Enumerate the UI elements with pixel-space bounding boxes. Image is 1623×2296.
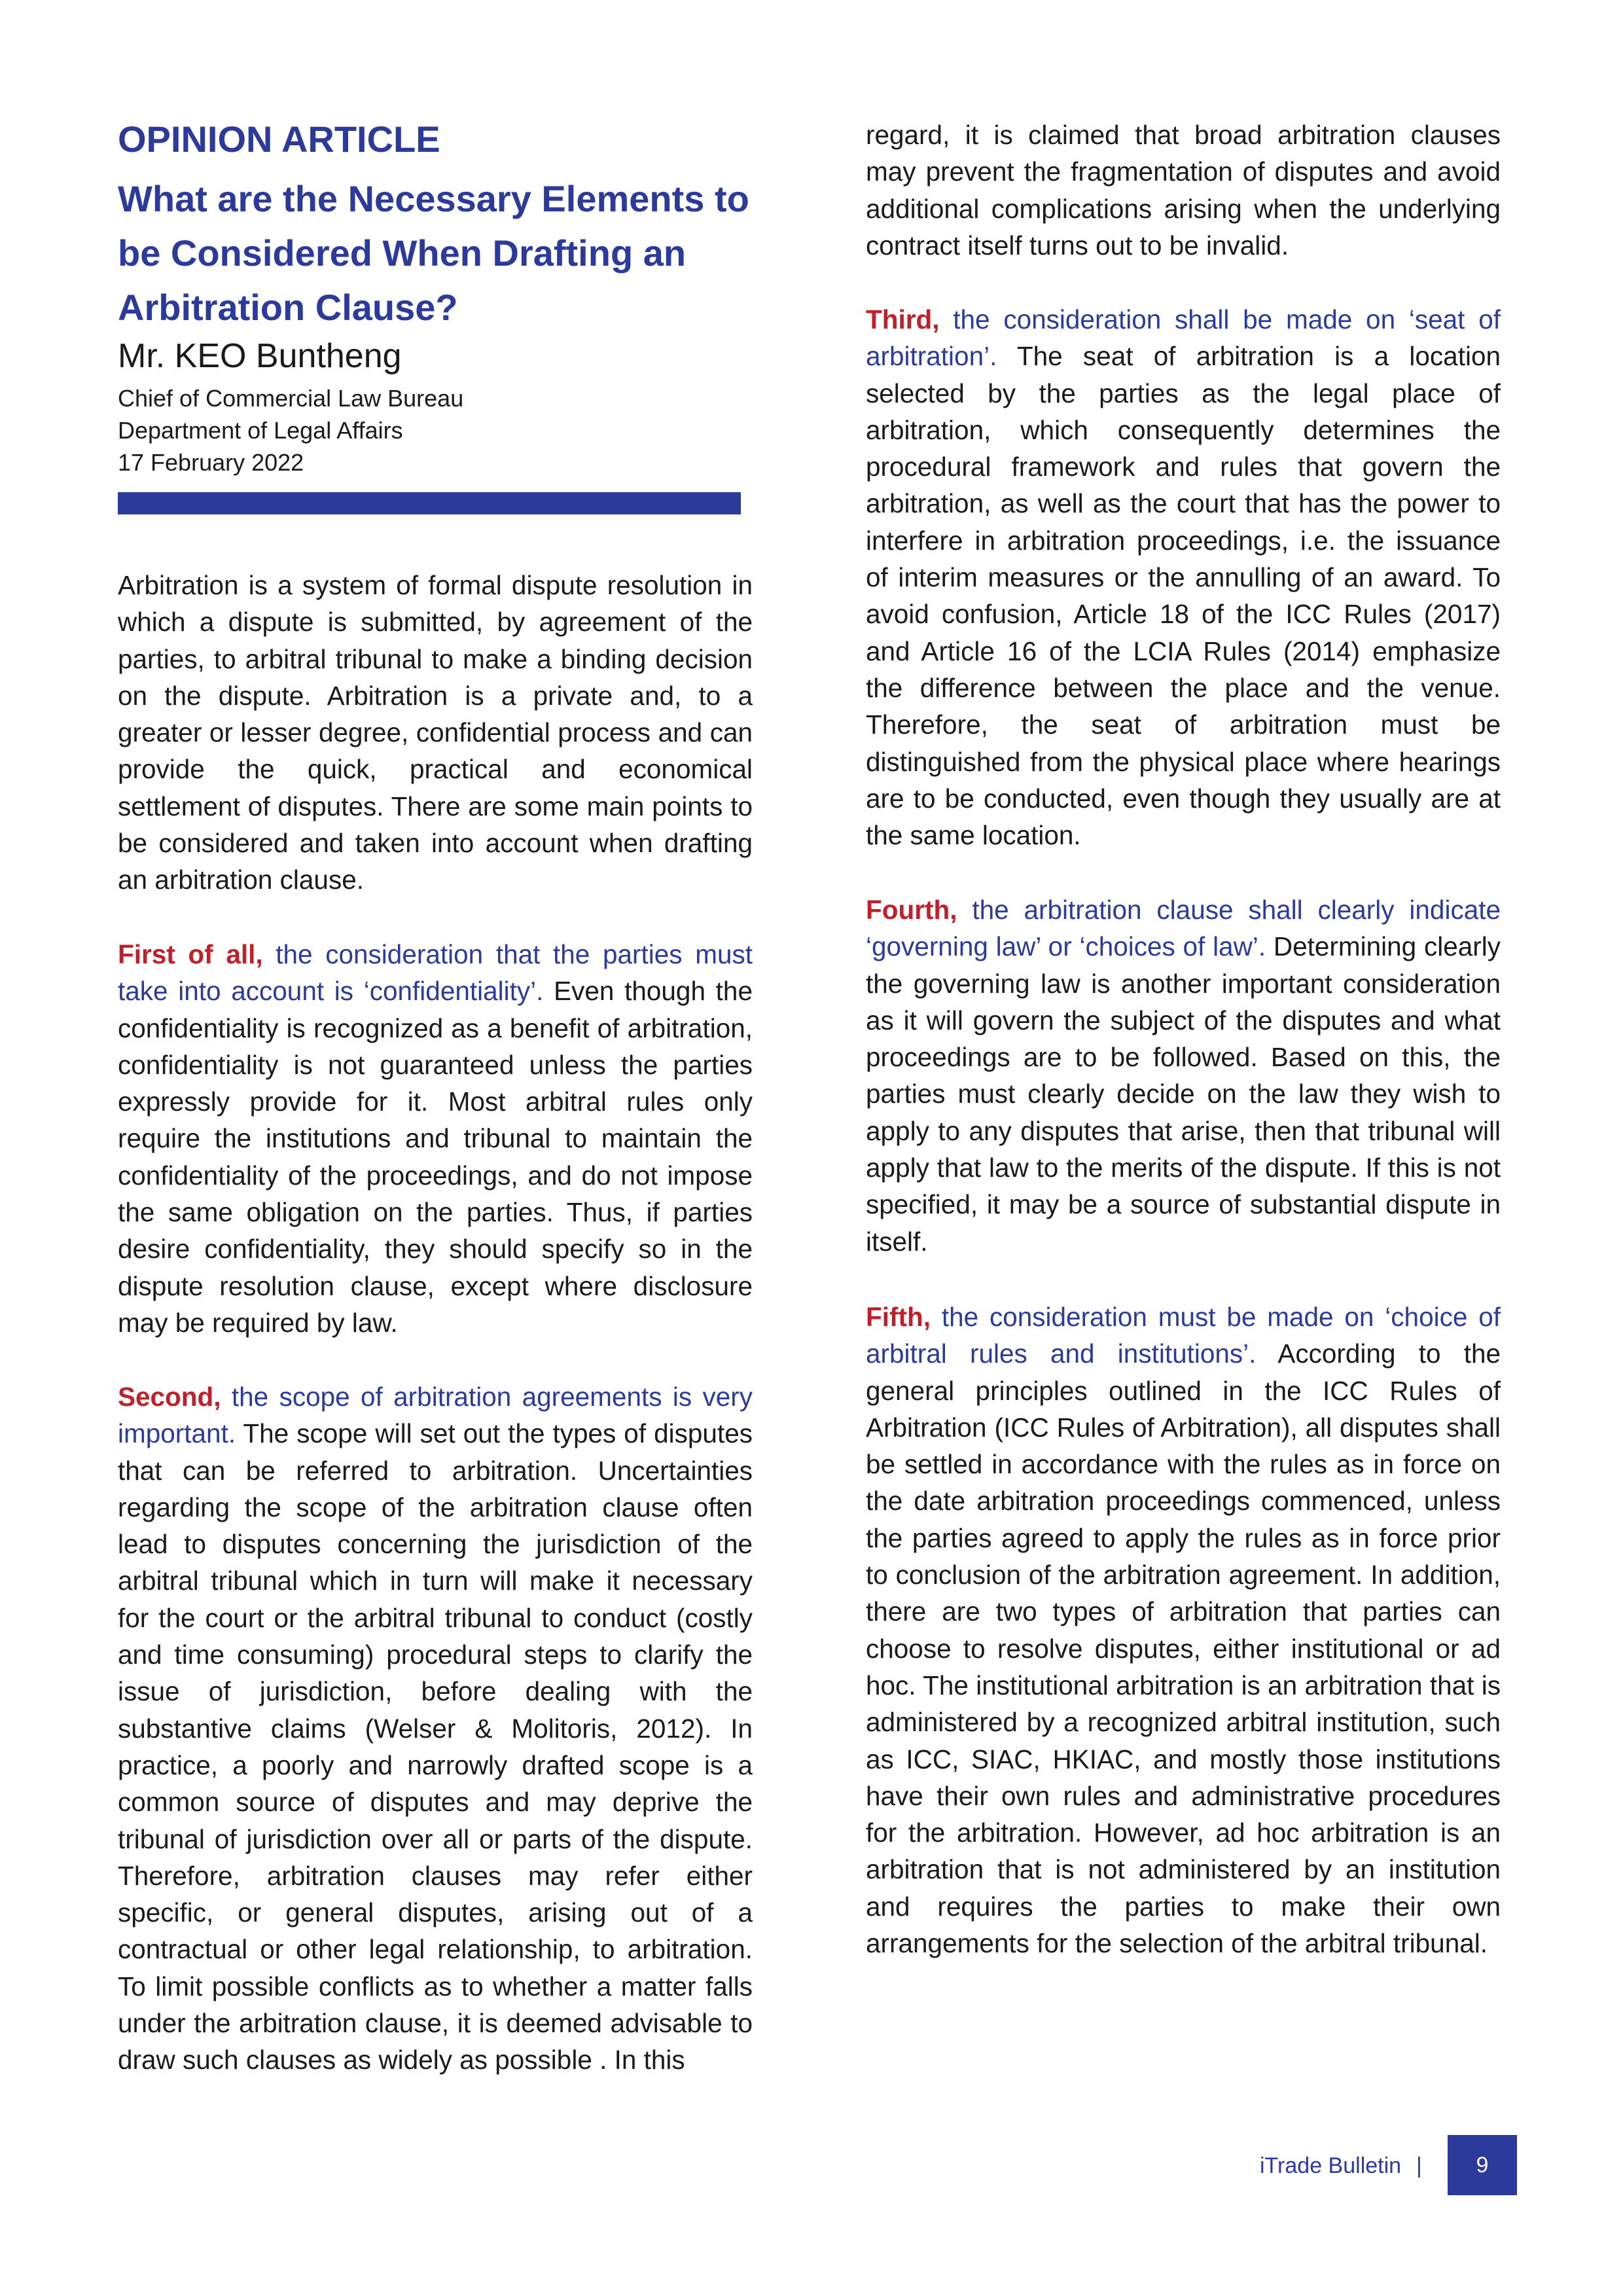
point-highlight: the arbitration clause shall clearly indicate ‘governing law’ or ‘choices of law’. [866, 895, 1501, 962]
point-second-paragraph [118, 1378, 753, 2079]
point-label: Third, [866, 304, 940, 334]
point-first-paragraph [118, 936, 753, 1341]
section-label: OPINION ARTICLE [118, 118, 440, 160]
point-fifth-paragraph [866, 1299, 1501, 1962]
title-divider-bar [118, 492, 741, 514]
article-date: 17 February 2022 [118, 449, 304, 476]
intro-paragraph: Arbitration is a system of formal dispute resolution in which a dispute is submitted, by agreement of the parties, to arbitral tribunal to make a binding decision on the dispute. Arbitration is a private and, to a greater or lesser degree, confidential process and can provide the quick, practical and economical settlement of disputes. There are some main points to be considered and taken into account when drafting an arbitration clause. [118, 570, 753, 895]
page-number: 9 [1476, 2152, 1489, 2178]
footer-separator: | [1416, 2153, 1422, 2178]
point-highlight: the consideration shall be made on ‘seat of arbitration’. [866, 304, 1501, 372]
point-highlight: the consideration that the parties must take into account is ‘confidentiality’. [118, 939, 753, 1007]
author-department: Department of Legal Affairs [118, 417, 403, 444]
publication-name: iTrade Bulletin [1260, 2153, 1402, 2178]
point-highlight: the scope of arbitration agreements is very important. [118, 1382, 753, 1449]
point-text: According to the general principles outlined in the ICC Rules of Arbitration (ICC Rules of Arbitration), all disputes shall be settled in accordance with the rules as in force on the date arbitration proceedings commenced, unless the parties agreed to apply the rules as in force prior to conclusion of the arbitration agreement. In addition, there are two types of arbitration that parties can choose to resolve disputes, either institutional or ad hoc. The institutional arbitration is an arbitration that is administered by a recognized arbitral institution, such as ICC, SIAC, HKIAC, and mostly those institutions have their own rules and administrative procedures for the arbitration. However, ad hoc arbitration is an arbitration that is not administered by an institution and requires the parties to make their own arrangements for the selection of the arbitral tribunal. [866, 1338, 1501, 1959]
article-title: What are the Necessary Elements to be Considered When Drafting an Arbitration Clause? [118, 178, 749, 328]
continuation-paragraph: regard, it is claimed that broad arbitration clauses may prevent the fragmentation of disputes and avoid additional complications arising when the underlying contract itself turns out to be invalid. [866, 120, 1501, 260]
author-name: Mr. KEO Buntheng [118, 337, 402, 375]
page-number-box [1448, 2135, 1517, 2195]
point-text: Determining clearly the governing law is another important consideration as it will govern the subject of the disputes and what proceedings are to be followed. Based on this, the parties must clearly decide on the law they wish to apply to any disputes that arise, then that tribunal will apply that law to the merits of the dispute. If this is not specified, it may be a source of substantial dispute in itself. [866, 931, 1501, 1257]
point-label: Second, [118, 1382, 221, 1412]
point-text: The seat of arbitration is a location selected by the parties as the legal place of arbitration, which consequently determines the procedural framework and rules that govern the arbitration, as well as the court that has the power to interfere in arbitration proceedings, i.e. the issuance of interim measures or the annulling of an award. To avoid confusion, Article 18 of the ICC Rules (2017) and Article 16 of the LCIA Rules (2014) emphasize the difference between the place and the venue. Therefore, the seat of arbitration must be distinguished from the physical place where hearings are to be conducted, even though they usually are at the same location. [866, 341, 1501, 851]
author-position: Chief of Commercial Law Bureau [118, 385, 464, 412]
point-text: The scope will set out the types of disputes that can be referred to arbitration. Uncertainties regarding the scope of the arbitration clause often lead to disputes concerning the jurisdiction of the arbitral tribunal which in turn will make it necessary for the court or the arbitral tribunal to conduct (costly and time consuming) procedural steps to clarify the issue of jurisdiction, before dealing with the substantive claims (Welser & Molitoris, 2012). In practice, a poorly and narrowly drafted scope is a common source of disputes and may deprive the tribunal of jurisdiction over all or parts of the dispute. Therefore, arbitration clauses may refer either specific, or general disputes, arising out of a contractual or other legal relationship, to arbitration. To limit possible conflicts as to whether a matter falls under the arbitration clause, it is deemed advisable to draw such clauses as widely as possible . In this [118, 1418, 753, 2075]
point-third-paragraph [866, 301, 1501, 853]
point-fourth-paragraph [866, 891, 1501, 1260]
point-text: Even though the confidentiality is recognized as a benefit of arbitration, confidentiality is not guaranteed unless the parties expressly provide for it. Most arbitral rules only require the institutions and tribunal to maintain the confidentiality of the proceedings, and do not impose the same obligation on the parties. Thus, if parties desire confidentiality, they should specify so in the dispute resolution clause, except where disclosure may be required by law. [118, 976, 753, 1338]
point-highlight: the consideration must be made on ‘choice of arbitral rules and institutions’. [866, 1302, 1501, 1369]
point-label: Fifth, [866, 1302, 931, 1332]
point-label: Fourth, [866, 895, 957, 925]
point-label: First of all, [118, 939, 263, 969]
